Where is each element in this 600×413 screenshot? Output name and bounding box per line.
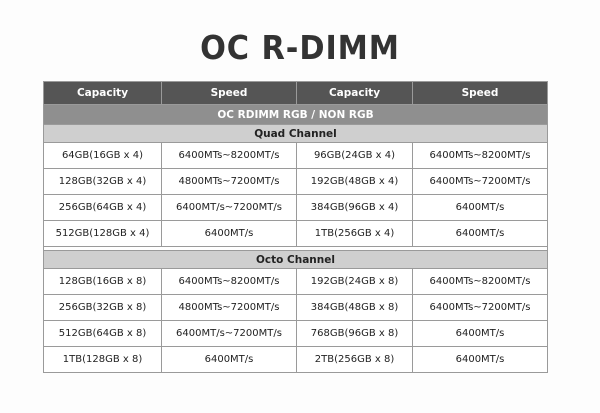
cell-capacity: 384GB(48GB x 8) — [297, 295, 413, 321]
table-row — [44, 295, 548, 321]
header-speed-1: Speed — [162, 82, 297, 105]
cell-capacity: 128GB(16GB x 8) — [44, 269, 162, 295]
header-capacity-2: Capacity — [297, 82, 413, 105]
cell-capacity: 512GB(64GB x 8) — [44, 321, 162, 347]
cell-speed: 6400MTs~8200MT/s — [162, 143, 297, 169]
page-title: OC R-DIMM — [200, 28, 400, 67]
cell-capacity: 512GB(128GB x 4) — [44, 221, 162, 247]
subtitle-row — [44, 105, 548, 125]
cell-speed: 6400MT/s — [413, 221, 548, 247]
group-row-quad — [44, 125, 548, 143]
cell-capacity: 192GB(48GB x 4) — [297, 169, 413, 195]
cell-capacity: 256GB(64GB x 4) — [44, 195, 162, 221]
group-label-octo: Octo Channel — [44, 251, 548, 269]
header-capacity-1: Capacity — [44, 82, 162, 105]
cell-speed: 6400MT/s — [413, 347, 548, 373]
table-row — [44, 347, 548, 373]
group-label-quad: Quad Channel — [44, 125, 548, 143]
table-subtitle: OC RDIMM RGB / NON RGB — [44, 105, 548, 125]
cell-speed: 6400MT/s~7200MT/s — [162, 321, 297, 347]
cell-capacity: 768GB(96GB x 8) — [297, 321, 413, 347]
cell-capacity: 384GB(96GB x 4) — [297, 195, 413, 221]
cell-capacity: 96GB(24GB x 4) — [297, 143, 413, 169]
table-row — [44, 269, 548, 295]
cell-capacity: 256GB(32GB x 8) — [44, 295, 162, 321]
cell-speed: 4800MTs~7200MT/s — [162, 169, 297, 195]
table-row — [44, 221, 548, 247]
group-row-octo — [44, 251, 548, 269]
cell-speed: 6400MT/s — [162, 347, 297, 373]
cell-speed: 6400MT/s~7200MT/s — [162, 195, 297, 221]
header-speed-2: Speed — [413, 82, 548, 105]
cell-speed: 6400MT/s — [413, 195, 548, 221]
cell-speed: 6400MTs~8200MT/s — [413, 269, 548, 295]
cell-capacity: 1TB(256GB x 4) — [297, 221, 413, 247]
cell-speed: 4800MTs~7200MT/s — [162, 295, 297, 321]
cell-speed: 6400MTs~7200MT/s — [413, 169, 548, 195]
table-row — [44, 195, 548, 221]
table-row — [44, 169, 548, 195]
cell-speed: 6400MT/s — [162, 221, 297, 247]
cell-speed: 6400MTs~8200MT/s — [162, 269, 297, 295]
table-row — [44, 143, 548, 169]
cell-speed: 6400MT/s — [413, 321, 548, 347]
cell-speed: 6400MTs~8200MT/s — [413, 143, 548, 169]
spec-table — [43, 81, 548, 373]
cell-speed: 6400MTs~7200MT/s — [413, 295, 548, 321]
cell-capacity: 192GB(24GB x 8) — [297, 269, 413, 295]
header-row — [44, 82, 548, 105]
cell-capacity: 2TB(256GB x 8) — [297, 347, 413, 373]
table-row — [44, 321, 548, 347]
cell-capacity: 128GB(32GB x 4) — [44, 169, 162, 195]
cell-capacity: 1TB(128GB x 8) — [44, 347, 162, 373]
cell-capacity: 64GB(16GB x 4) — [44, 143, 162, 169]
